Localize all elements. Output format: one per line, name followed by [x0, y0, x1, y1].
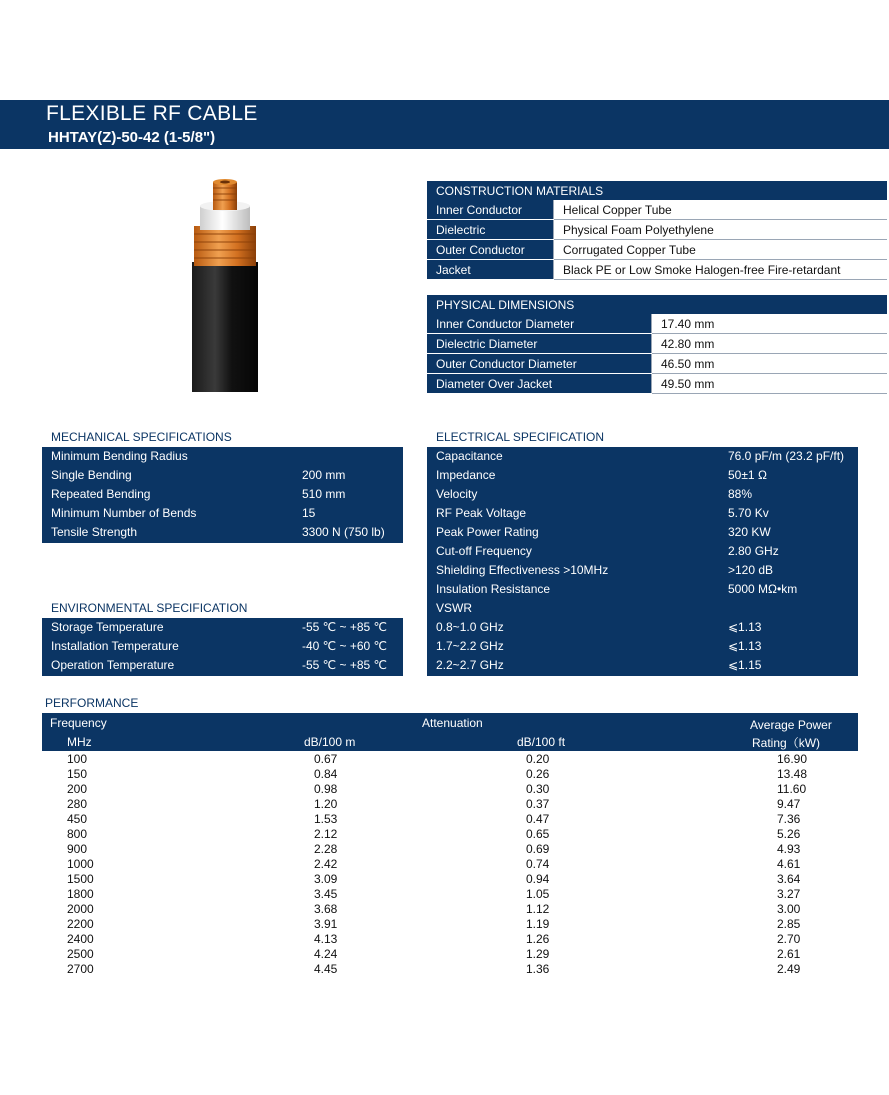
attenuation-db-m-cell: 0.98 [314, 782, 338, 796]
power-rating-cell: 2.49 [777, 962, 801, 976]
frequency-cell: 2200 [67, 917, 94, 931]
spec-label: Velocity [436, 487, 478, 501]
power-rating-cell: 3.64 [777, 872, 801, 886]
spec-value: >120 dB [728, 563, 774, 577]
attenuation-db-ft-cell: 1.29 [526, 947, 550, 961]
column-header-db-m: dB/100 m [304, 735, 356, 749]
attenuation-db-ft-cell: 1.36 [526, 962, 550, 976]
spec-value: -55 ℃ ~ +85 ℃ [302, 658, 387, 672]
table-row [427, 374, 887, 394]
table-row [42, 872, 858, 887]
environmental-spec-block [42, 618, 403, 676]
spec-label: Outer Conductor [427, 240, 554, 260]
table-row [42, 447, 403, 466]
performance-table-body [42, 752, 858, 977]
table-row [427, 523, 858, 542]
spec-value: 2.80 GHz [728, 544, 779, 558]
table-row [42, 887, 858, 902]
table-row [42, 842, 858, 857]
frequency-cell: 1000 [67, 857, 94, 871]
spec-value: Corrugated Copper Tube [554, 240, 888, 260]
table-row [42, 656, 403, 675]
power-rating-cell: 3.00 [777, 902, 801, 916]
column-header-power-unit: Rating（kW) [752, 736, 821, 750]
table-row [427, 637, 858, 656]
frequency-cell: 200 [67, 782, 88, 796]
spec-value: 320 KW [728, 525, 771, 539]
spec-label: Inner Conductor Diameter [427, 314, 652, 334]
spec-label: Minimum Bending Radius [51, 449, 188, 463]
attenuation-db-m-cell: 1.53 [314, 812, 338, 826]
spec-label: Single Bending [51, 468, 132, 482]
table-row [42, 932, 858, 947]
electrical-title: ELECTRICAL SPECIFICATION [436, 430, 605, 444]
spec-label: Installation Temperature [51, 639, 179, 653]
power-rating-cell: 9.47 [777, 797, 801, 811]
spec-label: Cut-off Frequency [436, 544, 532, 558]
table-row [427, 200, 887, 220]
frequency-cell: 900 [67, 842, 88, 856]
spec-value: 49.50 mm [652, 374, 888, 394]
spec-value: Physical Foam Polyethylene [554, 220, 888, 240]
performance-title: PERFORMANCE [45, 696, 139, 710]
table-row [427, 314, 887, 334]
mechanical-title: MECHANICAL SPECIFICATIONS [51, 430, 232, 444]
spec-value: 3300 N (750 lb) [302, 525, 385, 539]
column-header-power: Average Power [750, 718, 832, 732]
spec-value: -55 ℃ ~ +85 ℃ [302, 620, 387, 634]
attenuation-db-ft-cell: 1.05 [526, 887, 550, 901]
table-row [427, 485, 858, 504]
frequency-cell: 2000 [67, 902, 94, 916]
spec-value: ⩽1.13 [728, 620, 762, 634]
frequency-cell: 450 [67, 812, 88, 826]
spec-value: 46.50 mm [652, 354, 888, 374]
attenuation-db-m-cell: 3.09 [314, 872, 338, 886]
spec-value: 510 mm [302, 487, 346, 501]
physical-dimensions-table [427, 295, 887, 394]
attenuation-db-m-cell: 2.12 [314, 827, 338, 841]
spec-label: Tensile Strength [51, 525, 138, 539]
table-row [427, 504, 858, 523]
attenuation-db-ft-cell: 0.94 [526, 872, 550, 886]
spec-value: Black PE or Low Smoke Halogen-free Fire-retardant [554, 260, 888, 280]
table-row [42, 782, 858, 797]
attenuation-db-m-cell: 4.24 [314, 947, 338, 961]
frequency-cell: 800 [67, 827, 88, 841]
environmental-title: ENVIRONMENTAL SPECIFICATION [51, 601, 248, 615]
attenuation-db-m-cell: 0.67 [314, 752, 338, 766]
attenuation-db-ft-cell: 0.26 [526, 767, 550, 781]
frequency-cell: 280 [67, 797, 88, 811]
spec-label: Diameter Over Jacket [427, 374, 652, 394]
column-header-db-ft: dB/100 ft [517, 735, 566, 749]
spec-value: 200 mm [302, 468, 346, 482]
table-row [427, 599, 858, 618]
attenuation-db-ft-cell: 0.37 [526, 797, 550, 811]
table-row [427, 220, 887, 240]
power-rating-cell: 13.48 [777, 767, 808, 781]
table-row [42, 902, 858, 917]
attenuation-db-ft-cell: 1.19 [526, 917, 550, 931]
table-row [42, 797, 858, 812]
spec-label: Dielectric Diameter [427, 334, 652, 354]
spec-value: 5000 MΩ•km [728, 582, 798, 596]
spec-value: 88% [728, 487, 753, 501]
spec-value: 50±1 Ω [728, 468, 767, 482]
spec-label: Outer Conductor Diameter [427, 354, 652, 374]
column-header-mhz: MHz [67, 735, 92, 749]
attenuation-db-m-cell: 4.13 [314, 932, 338, 946]
table-row [42, 962, 858, 977]
spec-label: Insulation Resistance [436, 582, 551, 596]
table-row [427, 240, 887, 260]
spec-value: 17.40 mm [652, 314, 888, 334]
header-band [0, 100, 889, 149]
attenuation-db-m-cell: 3.68 [314, 902, 338, 916]
model-number: HHTAY(Z)-50-42 (1-5/8") [48, 129, 216, 146]
table-row [427, 542, 858, 561]
attenuation-db-m-cell: 3.45 [314, 887, 338, 901]
power-rating-cell: 5.26 [777, 827, 801, 841]
spec-value: 42.80 mm [652, 334, 888, 354]
page-title: FLEXIBLE RF CABLE [46, 102, 258, 125]
table-row [42, 523, 403, 542]
table-row [42, 485, 403, 504]
frequency-cell: 2700 [67, 962, 94, 976]
frequency-cell: 150 [67, 767, 88, 781]
attenuation-db-ft-cell: 0.20 [526, 752, 550, 766]
spec-value: ⩽1.13 [728, 639, 762, 653]
power-rating-cell: 11.60 [777, 782, 807, 796]
frequency-cell: 2400 [67, 932, 94, 946]
spec-value: 76.0 pF/m (23.2 pF/ft) [728, 449, 845, 463]
table-row [42, 827, 858, 842]
spec-label: 1.7~2.2 GHz [436, 639, 504, 653]
table-row [427, 466, 858, 485]
table-row [42, 767, 858, 782]
table-row [42, 504, 403, 523]
frequency-cell: 1500 [67, 872, 94, 886]
spec-value: 15 [302, 506, 316, 520]
spec-label: Minimum Number of Bends [51, 506, 197, 520]
frequency-cell: 2500 [67, 947, 94, 961]
table-row [427, 447, 858, 466]
attenuation-db-ft-cell: 1.12 [526, 902, 550, 916]
spec-label: Operation Temperature [51, 658, 175, 672]
frequency-cell: 1800 [67, 887, 94, 901]
table-row [427, 656, 858, 675]
construction-materials-table [427, 181, 887, 280]
spec-value: -40 ℃ ~ +60 ℃ [302, 639, 387, 653]
table-row [42, 947, 858, 962]
attenuation-db-ft-cell: 1.26 [526, 932, 550, 946]
attenuation-db-m-cell: 2.42 [314, 857, 338, 871]
column-header-frequency: Frequency [50, 716, 107, 730]
power-rating-cell: 7.36 [777, 812, 801, 826]
table-row [42, 752, 858, 767]
mechanical-spec-block [42, 447, 403, 543]
attenuation-db-ft-cell: 0.30 [526, 782, 550, 796]
section-title: CONSTRUCTION MATERIALS [427, 181, 887, 200]
cable-illustration [186, 176, 264, 392]
attenuation-db-ft-cell: 0.47 [526, 812, 550, 826]
power-rating-cell: 16.90 [777, 752, 808, 766]
power-rating-cell: 2.70 [777, 932, 801, 946]
spec-label: Capacitance [436, 449, 503, 463]
attenuation-db-ft-cell: 0.65 [526, 827, 550, 841]
table-row [427, 354, 887, 374]
table-row [42, 917, 858, 932]
attenuation-db-m-cell: 1.20 [314, 797, 338, 811]
table-row [42, 812, 858, 827]
spec-label: Inner Conductor [427, 200, 554, 220]
spec-label: RF Peak Voltage [436, 506, 527, 520]
table-row [427, 618, 858, 637]
table-row [42, 466, 403, 485]
spec-label: Storage Temperature [51, 620, 164, 634]
power-rating-cell: 2.85 [777, 917, 801, 931]
spec-label: Repeated Bending [51, 487, 151, 501]
attenuation-db-ft-cell: 0.74 [526, 857, 550, 871]
power-rating-cell: 4.93 [777, 842, 801, 856]
table-row [427, 334, 887, 354]
table-row [42, 618, 403, 637]
electrical-spec-block [427, 447, 858, 676]
performance-header [42, 713, 858, 751]
attenuation-db-m-cell: 0.84 [314, 767, 338, 781]
power-rating-cell: 4.61 [777, 857, 801, 871]
spec-label: 2.2~2.7 GHz [436, 658, 504, 672]
spec-label: Shielding Effectiveness >10MHz [436, 563, 609, 577]
table-row [427, 580, 858, 599]
spec-value: ⩽1.15 [728, 658, 762, 672]
table-row [42, 637, 403, 656]
spec-label: Peak Power Rating [436, 525, 539, 539]
spec-label: Jacket [427, 260, 554, 280]
power-rating-cell: 2.61 [777, 947, 801, 961]
table-row [42, 857, 858, 872]
spec-label: Impedance [436, 468, 496, 482]
spec-value: 5.70 Kv [728, 506, 769, 520]
frequency-cell: 100 [67, 752, 88, 766]
section-title: PHYSICAL DIMENSIONS [427, 295, 887, 314]
table-row [427, 561, 858, 580]
spec-value: Helical Copper Tube [554, 200, 888, 220]
attenuation-db-ft-cell: 0.69 [526, 842, 550, 856]
attenuation-db-m-cell: 3.91 [314, 917, 338, 931]
spec-label: 0.8~1.0 GHz [436, 620, 504, 634]
column-header-attenuation: Attenuation [422, 716, 483, 730]
attenuation-db-m-cell: 2.28 [314, 842, 338, 856]
power-rating-cell: 3.27 [777, 887, 801, 901]
attenuation-db-m-cell: 4.45 [314, 962, 338, 976]
spec-label: VSWR [436, 601, 472, 615]
spec-label: Dielectric [427, 220, 554, 240]
table-row [427, 260, 887, 280]
